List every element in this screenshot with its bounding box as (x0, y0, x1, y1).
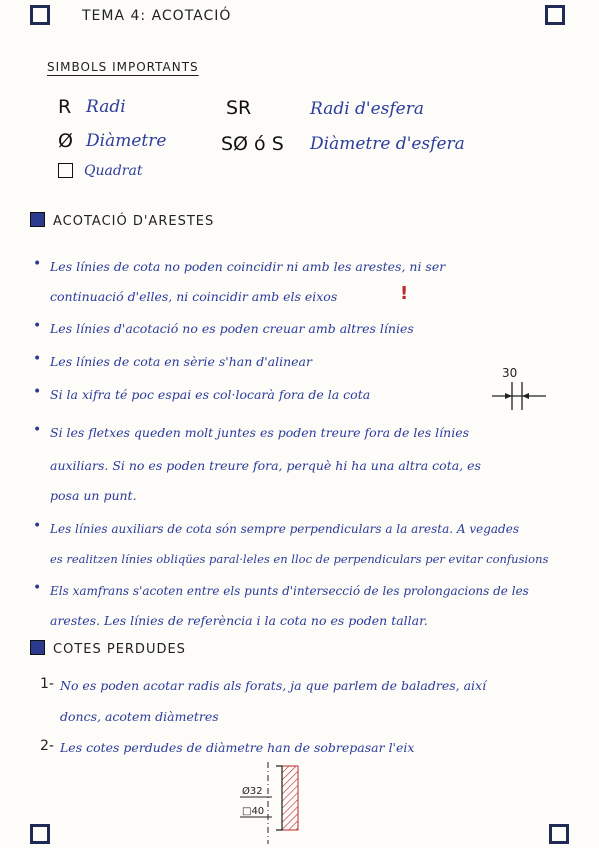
s1-line-11: Els xamfrans s'acoten entre els punts d'intersecció de les prolongacions de les (50, 584, 529, 598)
section2-heading-text: COTES PERDUDES (53, 642, 186, 657)
square-symbol-icon (58, 163, 73, 178)
symbol-r: R (58, 96, 72, 118)
corner-square-top-left (30, 5, 50, 25)
section2-heading (30, 640, 186, 657)
warning-exclamation: ! (400, 283, 409, 304)
heading-square-icon (30, 212, 45, 227)
bullet-3: • (33, 351, 42, 367)
fig-d32: Ø32 (242, 786, 263, 797)
s1-line-4: Les línies de cota en sèrie s'han d'alinear (50, 354, 312, 369)
bullet-7: • (33, 580, 42, 596)
bullet-4: • (33, 384, 42, 400)
s1-line-10: es realitzen línies obliqües paral·leles en lloc de perpendiculars per evitar confusions (50, 552, 549, 566)
number-2: 2- (40, 738, 54, 754)
bullet-6: • (33, 518, 42, 534)
bullet-2: • (33, 318, 42, 334)
bullet-5: • (33, 422, 42, 438)
s1-line-8: posa un punt. (50, 488, 137, 503)
s1-line-2: continuació d'elles, ni coincidir amb els eixos (50, 289, 338, 304)
dimension-figure-label: 30 (502, 366, 518, 380)
symbol-sr-desc: Radi d'esfera (310, 99, 425, 119)
s1-line-7: auxiliars. Si no es poden treure fora, perquè hi ha una altra cota, es (50, 458, 481, 473)
corner-square-bottom-left (30, 824, 50, 844)
symbols-heading (47, 60, 199, 74)
symbol-d: Ø (58, 130, 73, 152)
s1-line-9: Les línies auxiliars de cota són sempre perpendiculars a la aresta. A vegades (50, 522, 519, 536)
s1-line-6: Si les fletxes queden molt juntes es poden treure fora de les línies (50, 425, 470, 440)
s2-item1-line1: No es poden acotar radis als forats, ja que parlem de baladres, així (60, 678, 487, 693)
symbol-q (58, 160, 73, 182)
lost-dimensions-figure (238, 760, 318, 846)
section1-heading-text: ACOTACIÓ D'ARESTES (53, 214, 215, 229)
symbol-sd: SØ ó S (221, 133, 284, 155)
symbol-q-desc: Quadrat (84, 163, 143, 179)
s1-line-12: arestes. Les línies de referència i la cota no es poden tallar. (50, 613, 428, 628)
corner-square-bottom-right (549, 824, 569, 844)
corner-square-top-right (545, 5, 565, 25)
number-1: 1- (40, 676, 54, 692)
s2-item1-line2: doncs, acotem diàmetres (60, 709, 219, 724)
dimension-figure (488, 366, 550, 412)
symbols-heading-text: SIMBOLS IMPORTANTS (47, 60, 199, 74)
heading-square-icon (30, 640, 45, 655)
symbol-d-desc: Diàmetre (86, 131, 167, 151)
bullet-1: • (33, 256, 42, 272)
s2-item2: Les cotes perdudes de diàmetre han de sobrepasar l'eix (60, 740, 415, 755)
fig-sq40: □40 (242, 806, 265, 817)
s1-line-5: Si la xifra té poc espai es col·locarà fora de la cota (50, 387, 371, 402)
s1-line-3: Les línies d'acotació no es poden creuar amb altres línies (50, 321, 414, 336)
page-title: TEMA 4: ACOTACIÓ (82, 8, 232, 24)
symbol-r-desc: Radi (86, 97, 126, 117)
symbol-sd-desc: Diàmetre d'esfera (310, 134, 465, 154)
s1-line-1: Les línies de cota no poden coincidir ni amb les arestes, ni ser (50, 259, 446, 274)
symbol-sr: SR (226, 97, 252, 119)
section1-heading (30, 212, 214, 229)
